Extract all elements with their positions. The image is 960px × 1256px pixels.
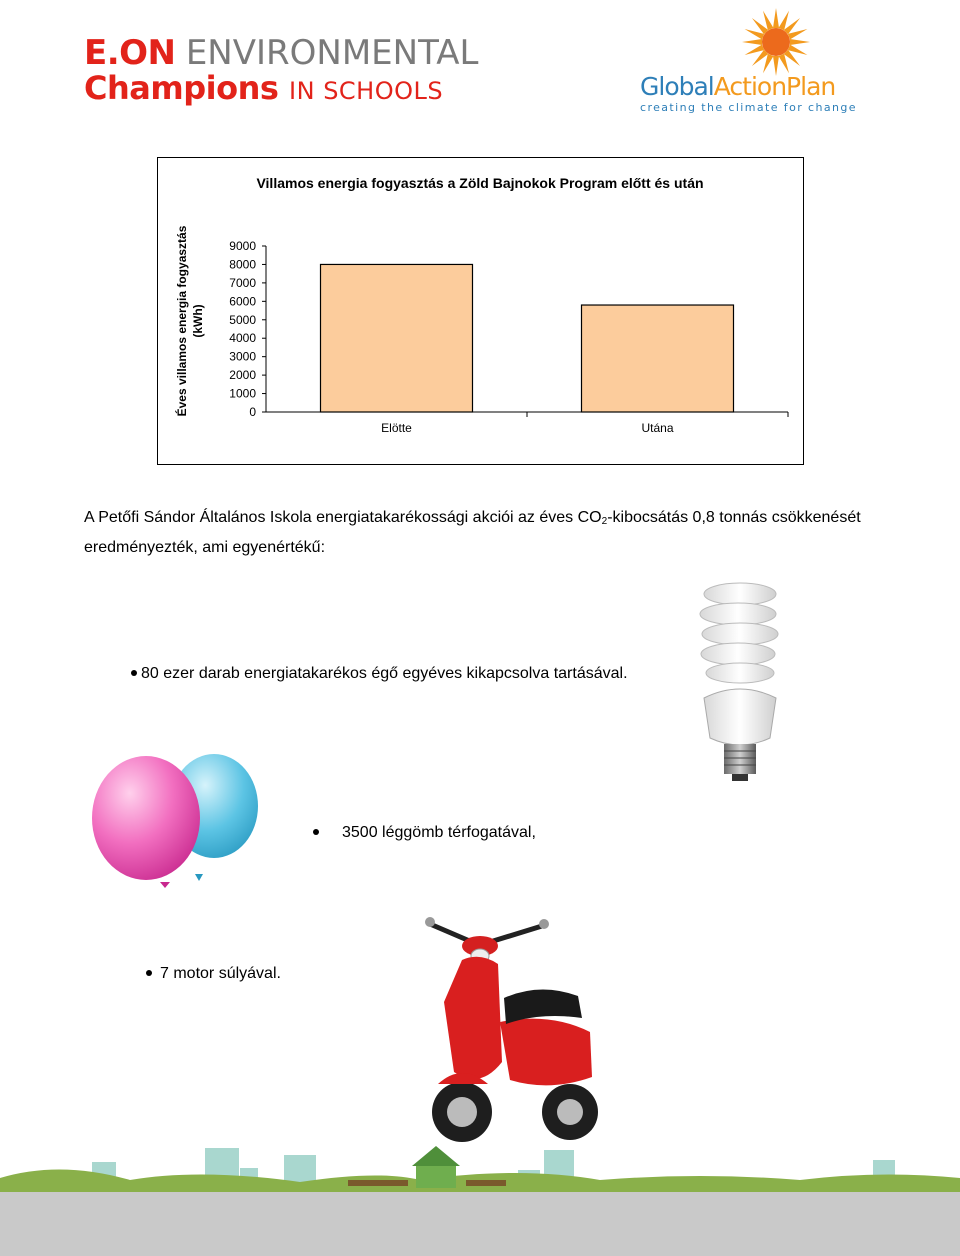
y-tick-label: 4000 (229, 331, 256, 346)
school-building (412, 1146, 460, 1188)
gap-tagline: creating the climate for change (640, 101, 857, 114)
x-category-label: Elötte (381, 421, 412, 435)
eon-environmental: ENVIRONMENTAL (185, 33, 479, 73)
global-action-plan-logo (636, 6, 880, 114)
bullet-motorbikes (146, 965, 281, 983)
bullet-dot (131, 670, 137, 676)
co2-subscript: 2 (601, 516, 608, 527)
x-category-label: Utána (641, 421, 674, 435)
bar-1 (321, 264, 473, 412)
eon-champions: Champions (84, 69, 279, 107)
eon-in-schools: IN SCHOOLS (289, 77, 444, 105)
bullet-dot (146, 970, 152, 976)
chart-svg (158, 158, 803, 464)
y-tick-label: 2000 (229, 368, 256, 383)
y-tick-label: 7000 (229, 275, 256, 290)
bullet-text: 80 ezer darab energiatakarékos égő egyéves kikapcsolva tartásával. (141, 665, 628, 682)
energy-saving-bulb-image (690, 580, 790, 785)
bar-2 (582, 305, 734, 412)
energy-consumption-chart (157, 157, 804, 465)
paragraph-part2: -kibocsátás 0,8 tonnás csökkenését eredményezték, ami egyenértékű: (84, 509, 861, 556)
bullet-light-bulbs (131, 665, 628, 683)
footer-landscape-illustration (0, 1140, 960, 1256)
sun-icon (740, 6, 812, 78)
eon-champions-logo (84, 33, 479, 107)
chart-ylabel-line1: Éves villamos energia fogyasztás (175, 225, 189, 417)
y-tick-label: 0 (249, 405, 256, 419)
y-tick-label: 8000 (229, 257, 256, 272)
bullet-dot (313, 829, 319, 835)
scooter-image (410, 912, 610, 1152)
gap-global: Global (640, 72, 714, 101)
chart-ylabel-line2: (kWh) (191, 304, 205, 338)
bullet-text: 3500 léggömb térfogatával, (342, 824, 536, 841)
paragraph-part1: A Petőfi Sándor Általános Iskola energiatakarékossági akciói az éves CO (84, 509, 602, 526)
y-tick-label: 1000 (229, 386, 256, 401)
y-tick-label: 5000 (229, 312, 256, 327)
eon-brand: E.ON (84, 33, 176, 73)
intro-paragraph (84, 505, 864, 561)
eon-logo-line2 (84, 69, 478, 107)
gap-action-plan: ActionPlan (713, 72, 836, 101)
y-tick-label: 9000 (229, 239, 256, 253)
y-tick-label: 6000 (229, 294, 256, 309)
eon-logo-line1 (84, 33, 479, 73)
y-tick-label: 3000 (229, 349, 256, 364)
gap-logo-name (640, 72, 835, 101)
chart-plot-area (229, 239, 788, 435)
bullet-text: 7 motor súlyával. (160, 965, 281, 982)
chart-title: Villamos energia fogyasztás a Zöld Bajnokok Program előtt és után (256, 175, 704, 191)
balloons-image (88, 748, 268, 888)
bullet-balloons (313, 824, 536, 842)
